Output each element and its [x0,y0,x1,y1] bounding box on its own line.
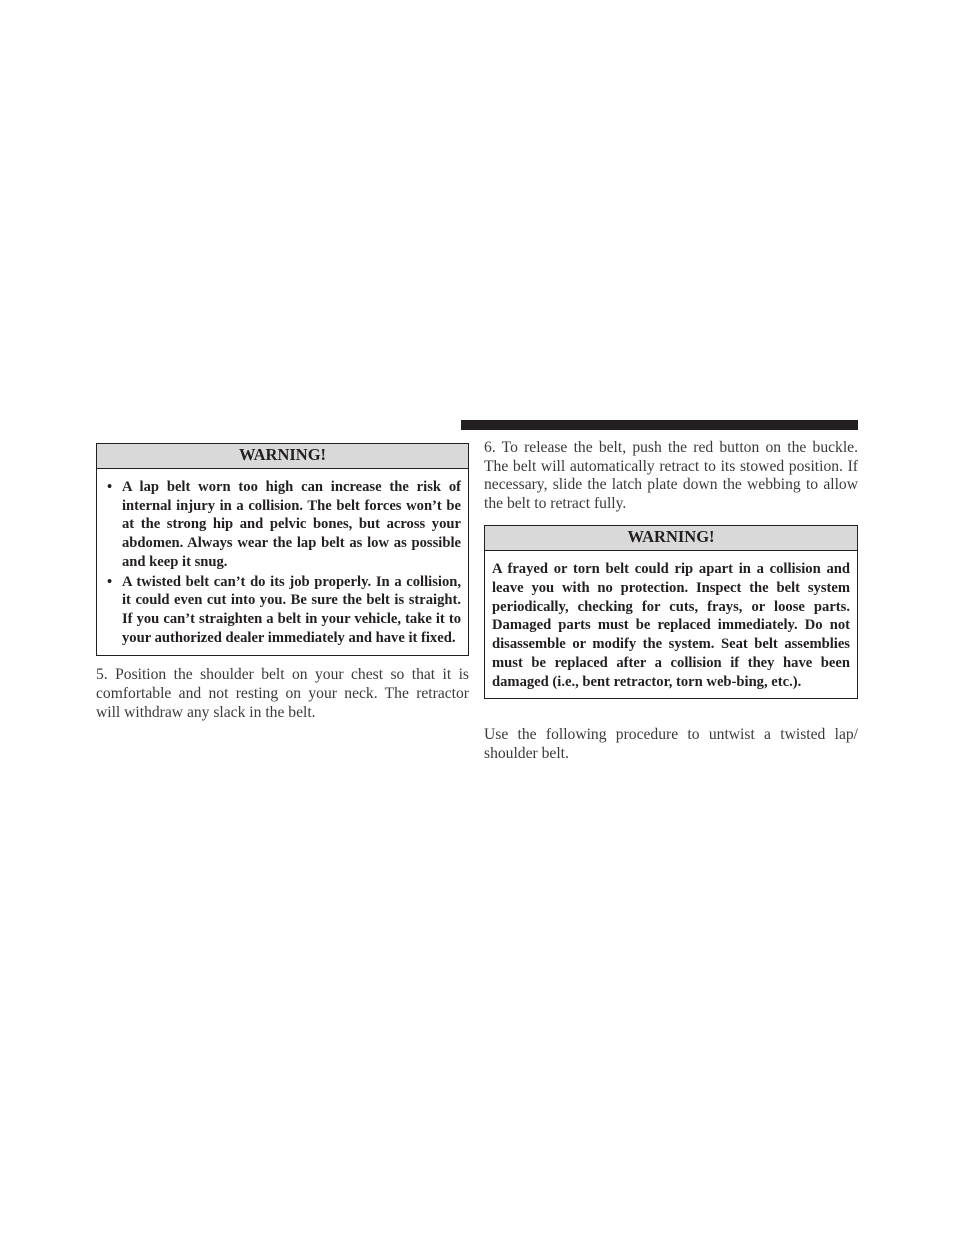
warning-body-text: A frayed or torn belt could rip apart in a collision and leave you with no protection. Inspect the belt system periodically, checking for cuts, frays, or loose parts. Damaged parts must be replaced immediately. Do not disassemble or modify the system. Seat belt assemblies must be replaced after a collision if they have been damaged (i.e., bent retractor, torn web-bing, etc.). [492,561,850,690]
bullet-icon: • [107,573,113,590]
frayed-belt-warning-box [484,525,858,699]
bullet-icon: • [107,479,113,495]
warning-item-text: A twisted belt can’t do its job properly. In a collision, it could even cut into you. Be sure the belt is straight. If you can’t straighten a belt in your vehicle, take it to your authorized dealer immediately and have it fixed. [122,573,461,646]
untwist-intro-paragraph: Use the following procedure to untwist a twisted lap/ shoulder belt. [484,726,858,762]
warning-title: WARNING! [97,444,468,469]
lap-belt-warning-box [96,443,469,656]
section-heading-bar [461,420,858,430]
left-column [96,443,469,722]
warning-item-twisted-belt [104,573,461,648]
right-column [484,420,858,763]
warning-body [97,469,468,655]
step-5-paragraph: 5. Position the shoulder belt on your chest so that it is comfortable and not resting on your neck. The retractor will withdraw any slack in the belt. [96,666,469,721]
step-6-paragraph: 6. To release the belt, push the red button on the buckle. The belt will automatically retract to its stowed position. If necessary, slide the latch plate down the webbing to allow the belt to retract fully. [484,439,858,512]
warning-item-text: A lap belt worn too high can increase the risk of internal injury in a collision. The belt forces won’t be at the strong hip and pelvic bones, but across your abdomen. Always wear the lap belt as low as possible and keep it snug. [122,479,461,570]
warning-list [104,478,461,647]
warning-title: WARNING! [485,526,857,551]
warning-item-lap-belt-high [104,478,461,572]
